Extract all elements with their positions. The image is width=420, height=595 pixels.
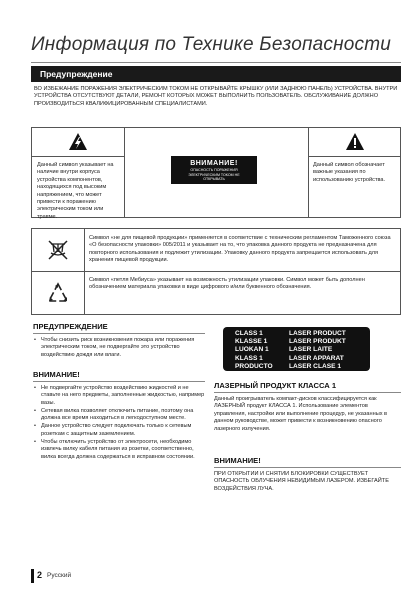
packaging-symbols-box <box>31 228 401 315</box>
laser-label-product: LASER PRODUKT <box>289 338 346 346</box>
laser-label-product: LASER APPARAT <box>289 354 344 362</box>
list-item: • Чтобы снизить риск возникновения пожара или поражения электрическим током, не подвергайте это устройство воздействию дождя или влаги. <box>33 337 205 359</box>
laser-label-class: KLASSE 1 <box>235 338 268 346</box>
laser-caution-heading: ВНИМАНИЕ! <box>214 456 261 465</box>
laser-label-class: PRODUCTO <box>235 362 273 370</box>
laser-label-row <box>235 346 370 354</box>
caution-list <box>33 385 205 462</box>
caution-heading: ВНИМАНИЕ! <box>33 370 80 379</box>
caution-label <box>171 156 257 184</box>
laser-label-class: CLASS 1 <box>235 330 263 337</box>
list-item: • Чтобы отключить устройство от электросети, необходимо извлечь вилку кабеля питания из розетки, соответственно, вилка всегда должна содержаться в исправном состоянии. <box>33 439 205 461</box>
laser-product-text: Данный проигрыватель компакт-дисков классифицируется как ЛАЗЕРНЫЙ продукт КЛАССА 1. Использование элементов управления, настройки или выполнение процедур, не указанных в данном руководстве, может привести к возникновению опасного лазерного излучения. <box>214 396 388 432</box>
lightning-triangle-icon <box>68 132 88 152</box>
laser-class-label <box>223 327 370 371</box>
voltage-symbol-text: Данный символ указывает на наличие внутри корпуса устройства компонентов, находящихся под высоким напряжением, что может привести к поражению электрическим током или травме. <box>37 162 114 220</box>
laser-label-class: KLASS 1 <box>235 354 263 362</box>
laser-label-row <box>235 330 370 338</box>
not-for-food-icon <box>47 239 69 261</box>
warning-heading: ПРЕДУПРЕЖДЕНИЕ <box>33 322 108 331</box>
section-divider <box>33 381 205 382</box>
caution-label-subtitle: ОПАСНОСТЬ ПОРАЖЕНИЯ ЭЛЕКТРИЧЕСКИМ ТОКОМ НЕ ОТКРЫВАТЬ <box>188 168 240 182</box>
laser-caution-text: ПРИ ОТКРЫТИИ И СНЯТИИ БЛОКИРОВКИ СУЩЕСТВУЕТ ОПАСНОСТЬ ОБЛУЧЕНИЯ НЕВИДИМЫМ ЛАЗЕРОМ. ИЗБЕГАЙТЕ ВОЗДЕЙСТВИЯ ЛУЧА. <box>214 471 389 492</box>
laser-product-heading: ЛАЗЕРНЫЙ ПРОДУКТ КЛАССА 1 <box>214 381 337 390</box>
not-for-food-text: Символ «не для пищевой продукции» применяется в соответствие с техническим регламентом Таможенного союза «О безопасности упаковки» 005/2011 и указывает на то, что упаковка данного продукта не предназначена для повторного использования и подлежит утилизации. Упаковку данного продукта запрещается использовать для хранения пищевой продукции. <box>89 235 391 264</box>
laser-label-product: LASER LAITE <box>289 346 333 354</box>
page-number: 2 <box>37 570 43 580</box>
footer-marker <box>31 569 34 583</box>
laser-label-class: LUOKAN 1 <box>235 346 269 354</box>
safety-symbols-box <box>31 127 401 218</box>
page-title: Информация по Технике Безопасности <box>31 34 391 55</box>
laser-label-row <box>235 363 370 371</box>
list-item: • Сетевая вилка позволяет отключить питание, поэтому она должна все время находиться в легкодоступном месте. <box>33 408 205 423</box>
laser-label-product: LASER CLASE 1 <box>289 362 342 370</box>
warning-list <box>33 337 205 360</box>
important-symbol-text: Данный символ обозначает важные указания по использованию устройства. <box>313 162 386 183</box>
warning-banner: Предупреждение <box>31 66 401 82</box>
title-divider <box>31 62 401 63</box>
section-divider <box>33 333 205 334</box>
mobius-loop-icon <box>47 282 69 304</box>
caution-label-title: ВНИМАНИЕ! <box>190 160 238 167</box>
section-divider <box>214 392 401 393</box>
list-item: • Данное устройство следует подключать только к сетевым розеткам с защитным заземлением. <box>33 423 205 438</box>
section-divider <box>214 467 401 468</box>
symbols-divider <box>308 128 309 217</box>
intro-warning-text: ВО ИЗБЕЖАНИЕ ПОРАЖЕНИЯ ЭЛЕКТРИЧЕСКИМ ТОКОМ НЕ ОТКРЫВАЙТЕ КРЫШКУ (ИЛИ ЗАДНЮЮ ПАНЕЛЬ) УСТРОЙСТВА. ВНУТРИ УСТРОЙСТВА ОТСУТСТВУЮТ ДЕТАЛИ, РЕМОНТ КОТОРЫХ МОЖЕТ ВЫПОЛНИТЬ ПОЛЬЗОВАТЕЛЬ. ОБСЛУЖИВАНИЕ ДОЛЖНО ПРОИЗВОДИТЬСЯ КВАЛИФИЦИРОВАННЫМ СПЕЦИАЛИСТАМИ. <box>34 86 398 107</box>
laser-label-product: LASER PRODUCT <box>289 330 346 337</box>
symbols-hrule <box>32 156 124 157</box>
laser-label-row <box>235 338 370 346</box>
exclamation-triangle-icon <box>345 132 365 152</box>
packaging-row-divider <box>32 271 400 272</box>
laser-label-row <box>235 355 370 363</box>
symbols-hrule <box>309 156 401 157</box>
symbols-divider <box>124 128 125 217</box>
mobius-loop-text: Символ «петля Мебиуса» указывает на возможность утилизации упаковки. Символ может быть дополнен обозначением материала упаковки в виде цифрового и/или буквенного обозначения. <box>89 277 365 291</box>
list-item: • Не подвергайте устройство воздействию жидкостей и не ставьте на него предметы, заполненные жидкостью, например вазы. <box>33 385 205 407</box>
footer-language: Русский <box>47 572 72 579</box>
